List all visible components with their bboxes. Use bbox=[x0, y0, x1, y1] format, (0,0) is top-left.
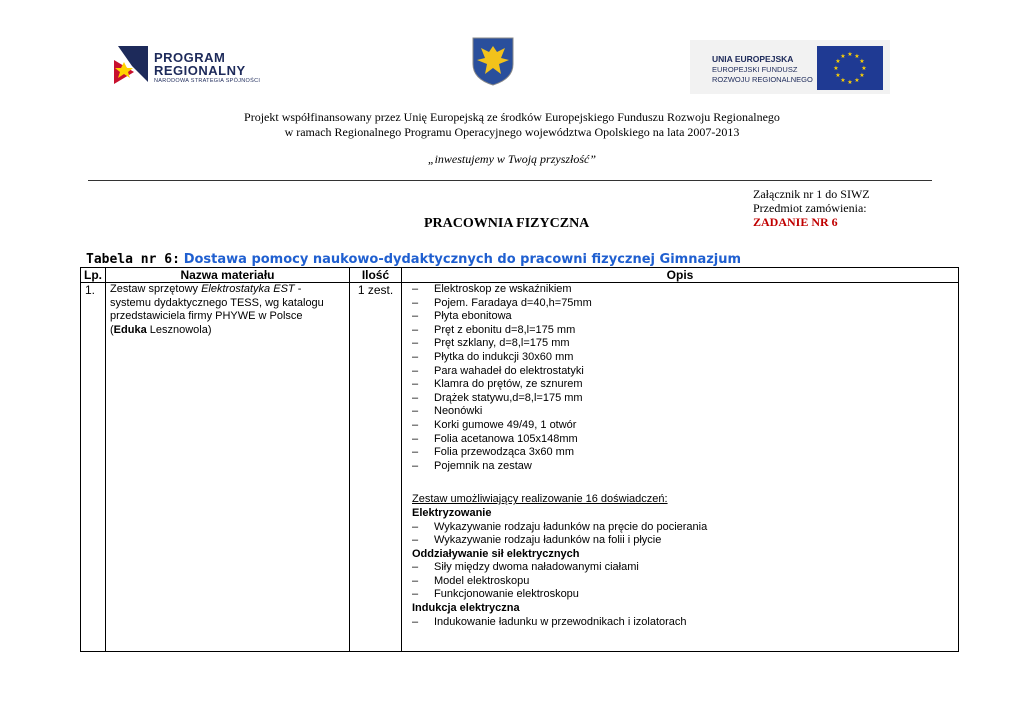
list-item: – Elektroskop ze wskaźnikiem bbox=[412, 283, 954, 297]
list-item: – Drążek statywu,d=8,l=175 mm bbox=[412, 392, 954, 406]
list-item: – Indukowanie ładunku w przewodnikach i izolatorach bbox=[412, 616, 954, 630]
list-item: – Wykazywanie rodzaju ładunków na folii i płycie bbox=[412, 534, 954, 548]
eu-logo-line3: ROZWOJU REGIONALNEGO bbox=[712, 75, 813, 84]
section-list bbox=[412, 521, 954, 548]
logo-strategy-text: NARODOWA STRATEGIA SPÓJNOŚCI bbox=[154, 78, 261, 84]
task-number: ZADANIE NR 6 bbox=[753, 215, 838, 229]
program-regionalny-emblem-icon bbox=[112, 42, 152, 90]
svg-text:★: ★ bbox=[859, 58, 865, 65]
list-item: – Płytka do indukcji 30x60 mm bbox=[412, 351, 954, 365]
section-title: Indukcja elektryczna bbox=[412, 602, 520, 615]
svg-text:★: ★ bbox=[854, 77, 860, 84]
list-item: – Korki gumowe 49/49, 1 otwór bbox=[412, 419, 954, 433]
svg-text:★: ★ bbox=[833, 65, 839, 72]
svg-text:★: ★ bbox=[840, 53, 846, 60]
table-caption-label: Tabela nr 6: bbox=[86, 252, 180, 267]
section-title: Elektryzowanie bbox=[412, 506, 492, 519]
list-item: – Neonówki bbox=[412, 405, 954, 419]
svg-text:★: ★ bbox=[840, 77, 846, 84]
header-divider bbox=[88, 180, 932, 181]
row-qty: 1 zest. bbox=[350, 283, 402, 652]
row-desc bbox=[402, 283, 959, 652]
section-title: Oddziaływanie sił elektrycznych bbox=[412, 547, 580, 560]
list-item: – Folia przewodząca 3x60 mm bbox=[412, 446, 954, 460]
eu-logo-title: UNIA EUROPEJSKA bbox=[712, 54, 794, 64]
name-prefix: Zestaw sprzętowy bbox=[110, 283, 202, 295]
row-name bbox=[106, 283, 350, 652]
list-item: – Klamra do prętów, ze sznurem bbox=[412, 378, 954, 392]
project-cofinancing-line2: w ramach Regionalnego Programu Operacyjnego województwa Opolskiego na lata 2007-2013 bbox=[284, 125, 740, 139]
col-header-qty: Ilość bbox=[350, 268, 402, 283]
list-item: – Folia acetanowa 105x148mm bbox=[412, 433, 954, 447]
attachment-line2: Przedmiot zamówienia: bbox=[753, 201, 867, 215]
svg-text:★: ★ bbox=[835, 58, 841, 65]
name-paren-rest: Lesznowola) bbox=[146, 323, 212, 336]
list-item: – Pojemnik na zestaw bbox=[412, 460, 954, 474]
materials-table bbox=[80, 267, 959, 652]
logo-regionalny-text: REGIONALNY bbox=[154, 63, 246, 78]
name-italic: Elektrostatyka EST bbox=[201, 283, 295, 295]
opolskie-coat-of-arms-icon bbox=[471, 36, 515, 86]
attachment-note bbox=[753, 187, 870, 229]
page-title: PRACOWNIA FIZYCZNA bbox=[424, 216, 590, 231]
program-regionalny-logo bbox=[112, 42, 282, 90]
name-bold: Eduka bbox=[113, 323, 147, 336]
col-header-desc: Opis bbox=[402, 268, 959, 283]
list-item: – Pojem. Faradaya d=40,h=75mm bbox=[412, 297, 954, 311]
eu-logo-line2: EUROPEJSKI FUNDUSZ bbox=[712, 65, 798, 74]
logo-program-text: PROGRAM bbox=[154, 50, 226, 65]
table-header-row bbox=[81, 268, 959, 283]
table-caption bbox=[86, 251, 741, 267]
eu-logo bbox=[690, 40, 890, 94]
svg-text:★: ★ bbox=[859, 72, 865, 79]
list-item: – Siły między dwoma naładowanymi ciałami bbox=[412, 561, 954, 575]
section-list bbox=[412, 561, 954, 602]
table-caption-text: Dostawa pomocy naukowo-dydaktycznych do pracowni fizycznej Gimnazjum bbox=[183, 252, 742, 267]
list-item: – Pręt z ebonitu d=8,l=175 mm bbox=[412, 324, 954, 338]
list-item: – Model elektroskopu bbox=[412, 575, 954, 589]
experiment-sections bbox=[412, 507, 954, 629]
name-rest: - systemu dydaktycznego TESS, wg katalogu przedstawiciela firmy PHYWE w Polsce bbox=[110, 283, 324, 323]
svg-text:★: ★ bbox=[861, 65, 867, 72]
list-item: – Wykazywanie rodzaju ładunków na pręcie do pocierania bbox=[412, 521, 954, 535]
equipment-list bbox=[412, 283, 954, 473]
eu-flag-icon bbox=[817, 46, 883, 90]
motto: „inwestujemy w Twoją przyszłość” bbox=[427, 152, 597, 166]
svg-text:★: ★ bbox=[835, 72, 841, 79]
attachment-line1: Załącznik nr 1 do SIWZ bbox=[753, 187, 870, 201]
svg-text:★: ★ bbox=[854, 53, 860, 60]
col-header-name: Nazwa materiału bbox=[106, 268, 350, 283]
list-item: – Płyta ebonitowa bbox=[412, 310, 954, 324]
row-lp: 1. bbox=[81, 283, 106, 652]
col-header-lp: Lp. bbox=[81, 268, 106, 283]
name-paren-open: ( bbox=[110, 323, 114, 336]
list-item: – Pręt szklany, d=8,l=175 mm bbox=[412, 337, 954, 351]
project-cofinancing-line1: Projekt współfinansowany przez Unię Europejską ze środków Europejskiego Funduszu Rozwoju Regionalnego bbox=[244, 110, 780, 124]
svg-text:★: ★ bbox=[847, 79, 853, 86]
list-item: – Funkcjonowanie elektroskopu bbox=[412, 588, 954, 602]
table-row bbox=[81, 283, 959, 652]
svg-text:★: ★ bbox=[847, 51, 853, 58]
list-item: – Para wahadeł do elektrostatyki bbox=[412, 365, 954, 379]
experiments-intro: Zestaw umożliwiający realizowanie 16 doświadczeń: bbox=[412, 493, 668, 506]
section-list bbox=[412, 616, 954, 630]
